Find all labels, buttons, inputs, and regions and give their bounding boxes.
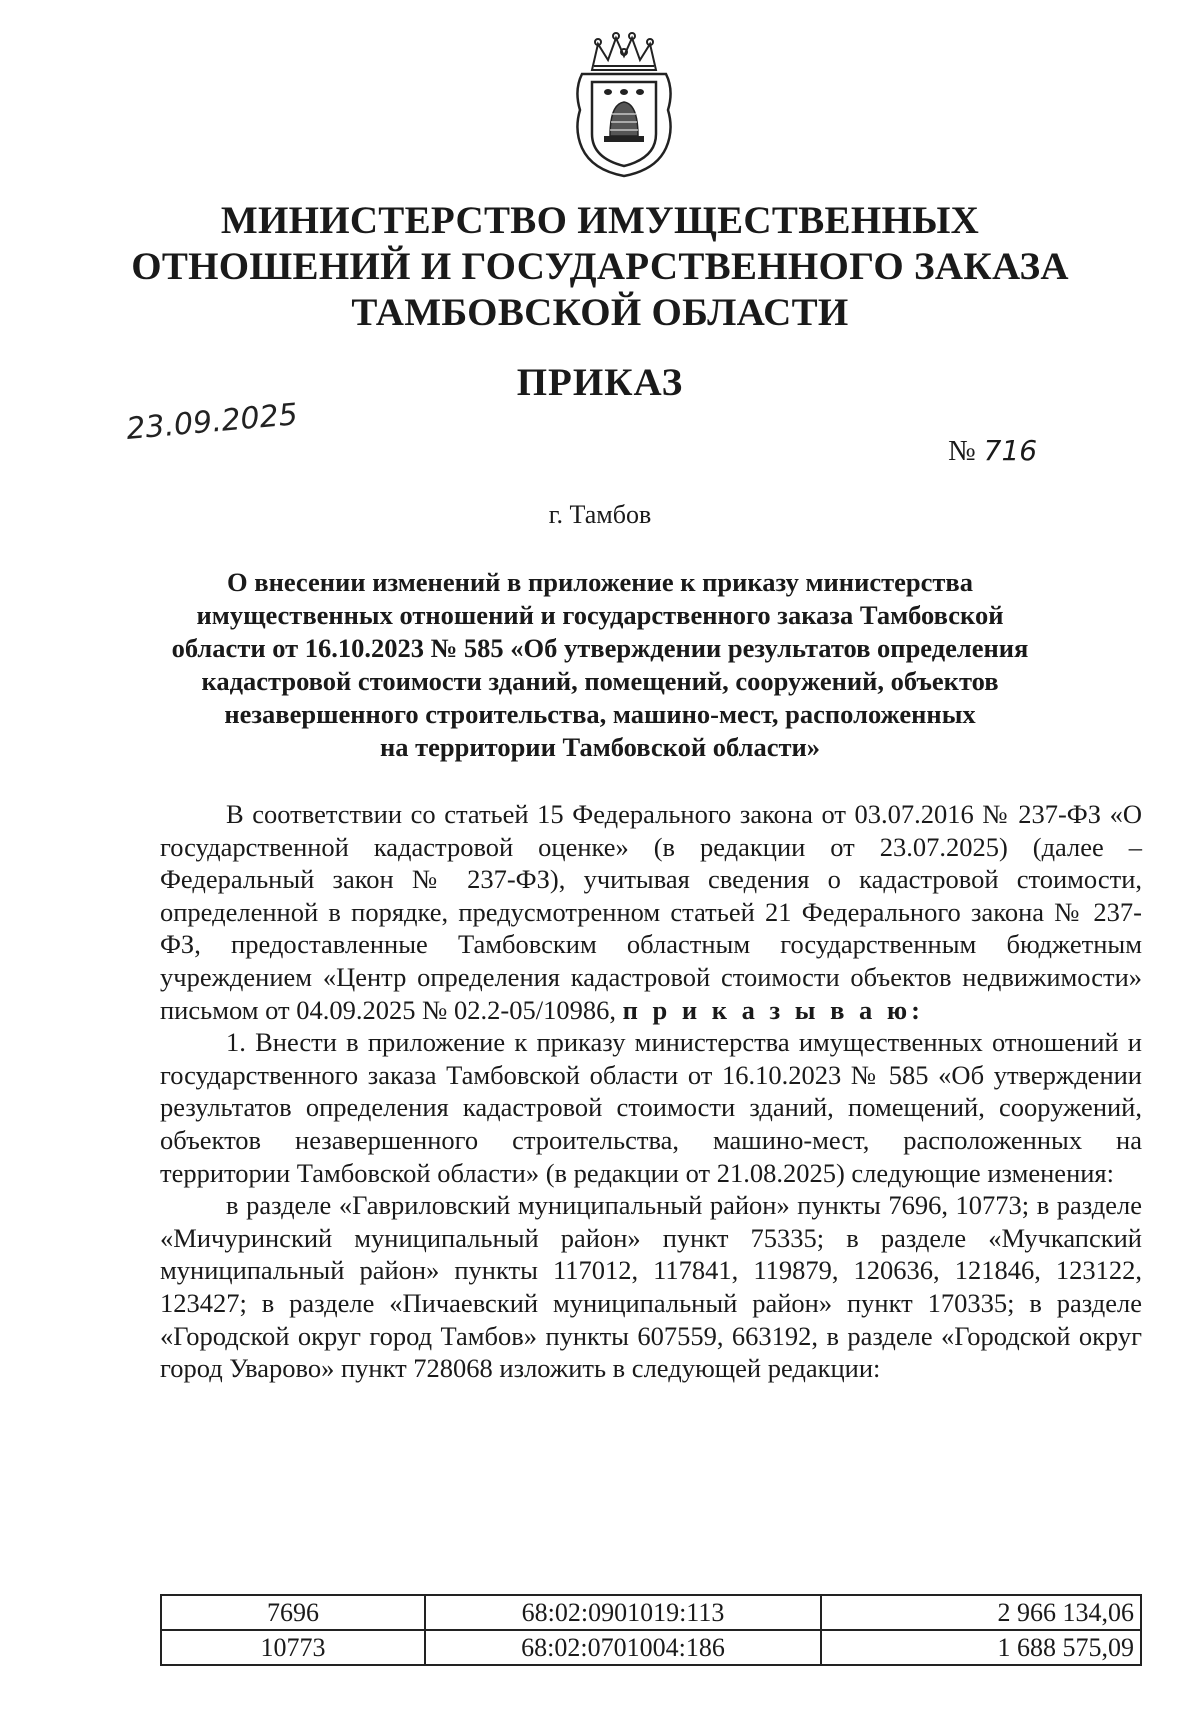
- table-cell-cadastral-number: 68:02:0901019:113: [425, 1595, 821, 1630]
- table-row: [161, 1630, 1141, 1665]
- handwritten-date: 23.09.2025: [124, 397, 300, 447]
- subject-line: имущественных отношений и государственного заказа Тамбовской: [196, 600, 1004, 630]
- ministry-line: ТАМБОВСКОЙ ОБЛАСТИ: [351, 291, 849, 334]
- clause-1-paragraph: 1. Внести в приложение к приказу министерства имущественных отношений и государственного заказа Тамбовской области от 16.10.2023 № 585 «Об утверждении результатов определения кадастровой стоимости зданий, помещений, сооружений, объектов незавершенного строительства, машино-мест, расположенных на территории Тамбовской области» (в редакции от 21.08.2025) следующие изменения:: [160, 1027, 1142, 1188]
- sections-paragraph: в разделе «Гавриловский муниципальный район» пункты 7696, 10773; в разделе «Мичуринский муниципальный район» пункт 75335; в разделе «Мучкапский муниципальный район» пункты 117012, 117841, 119879, 120636, 121846, 123122, 123427; в разделе «Пичаевский муниципальный район» пункт 170335; в разделе «Городской округ город Тамбов» пункты 607559, 663192, в разделе «Городской округ город Уварово» пункт 728068 изложить в следующей редакции:: [160, 1190, 1142, 1384]
- handwritten-number: 716: [983, 434, 1038, 467]
- city-name: г. Тамбов: [548, 500, 652, 529]
- table-cell-item-number: 10773: [161, 1630, 425, 1665]
- order-body: [160, 798, 1142, 1385]
- subject-line: кадастровой стоимости зданий, помещений, сооружений, объектов: [201, 666, 999, 696]
- table-cell-item-number: 7696: [161, 1595, 425, 1630]
- document-type-title: ПРИКАЗ: [516, 361, 684, 404]
- order-verb: п р и к а з ы в а ю:: [622, 994, 924, 1025]
- subject-line: на территории Тамбовской области»: [379, 732, 820, 762]
- preamble-paragraph: [160, 798, 1142, 1026]
- table-cell-cadastral-value: 2 966 134,06: [821, 1595, 1141, 1630]
- preamble-text: В соответствии со статьей 15 Федерального закона от 03.07.2016 № 237-ФЗ «О государственной кадастровой оценке» (в редакции от 23.07.2025) (далее – Федеральный закон № 237-ФЗ), учитывая сведения о кадастровой стоимости, определенной в порядке, предусмотренном статьей 21 Федерального закона № 237-ФЗ, предоставленные Тамбовским областным государственным бюджетным учреждением «Центр определения кадастровой стоимости объектов недвижимости» письмом от 04.09.2025 № 02.2-05/10986,: [160, 799, 1142, 1025]
- table-cell-cadastral-value: 1 688 575,09: [821, 1630, 1141, 1665]
- table-cell-cadastral-number: 68:02:0701004:186: [425, 1630, 821, 1665]
- cadastral-value-table: [160, 1594, 1142, 1666]
- table-row: [161, 1595, 1141, 1630]
- subject-line: области от 16.10.2023 № 585 «Об утверждении результатов определения: [171, 633, 1029, 663]
- order-number: [948, 434, 1037, 468]
- ministry-line: ОТНОШЕНИЙ И ГОСУДАРСТВЕННОГО ЗАКАЗА: [131, 245, 1069, 288]
- number-sign: №: [948, 435, 976, 467]
- order-subject: [160, 566, 1040, 764]
- subject-line: О внесении изменений в приложение к приказу министерства: [227, 567, 973, 597]
- ministry-line: МИНИСТЕРСТВО ИМУЩЕСТВЕННЫХ: [220, 199, 980, 242]
- subject-line: незавершенного строительства, машино-мест, расположенных: [224, 699, 976, 729]
- coat-of-arms-emblem: [572, 30, 676, 180]
- ministry-name: [120, 198, 1080, 336]
